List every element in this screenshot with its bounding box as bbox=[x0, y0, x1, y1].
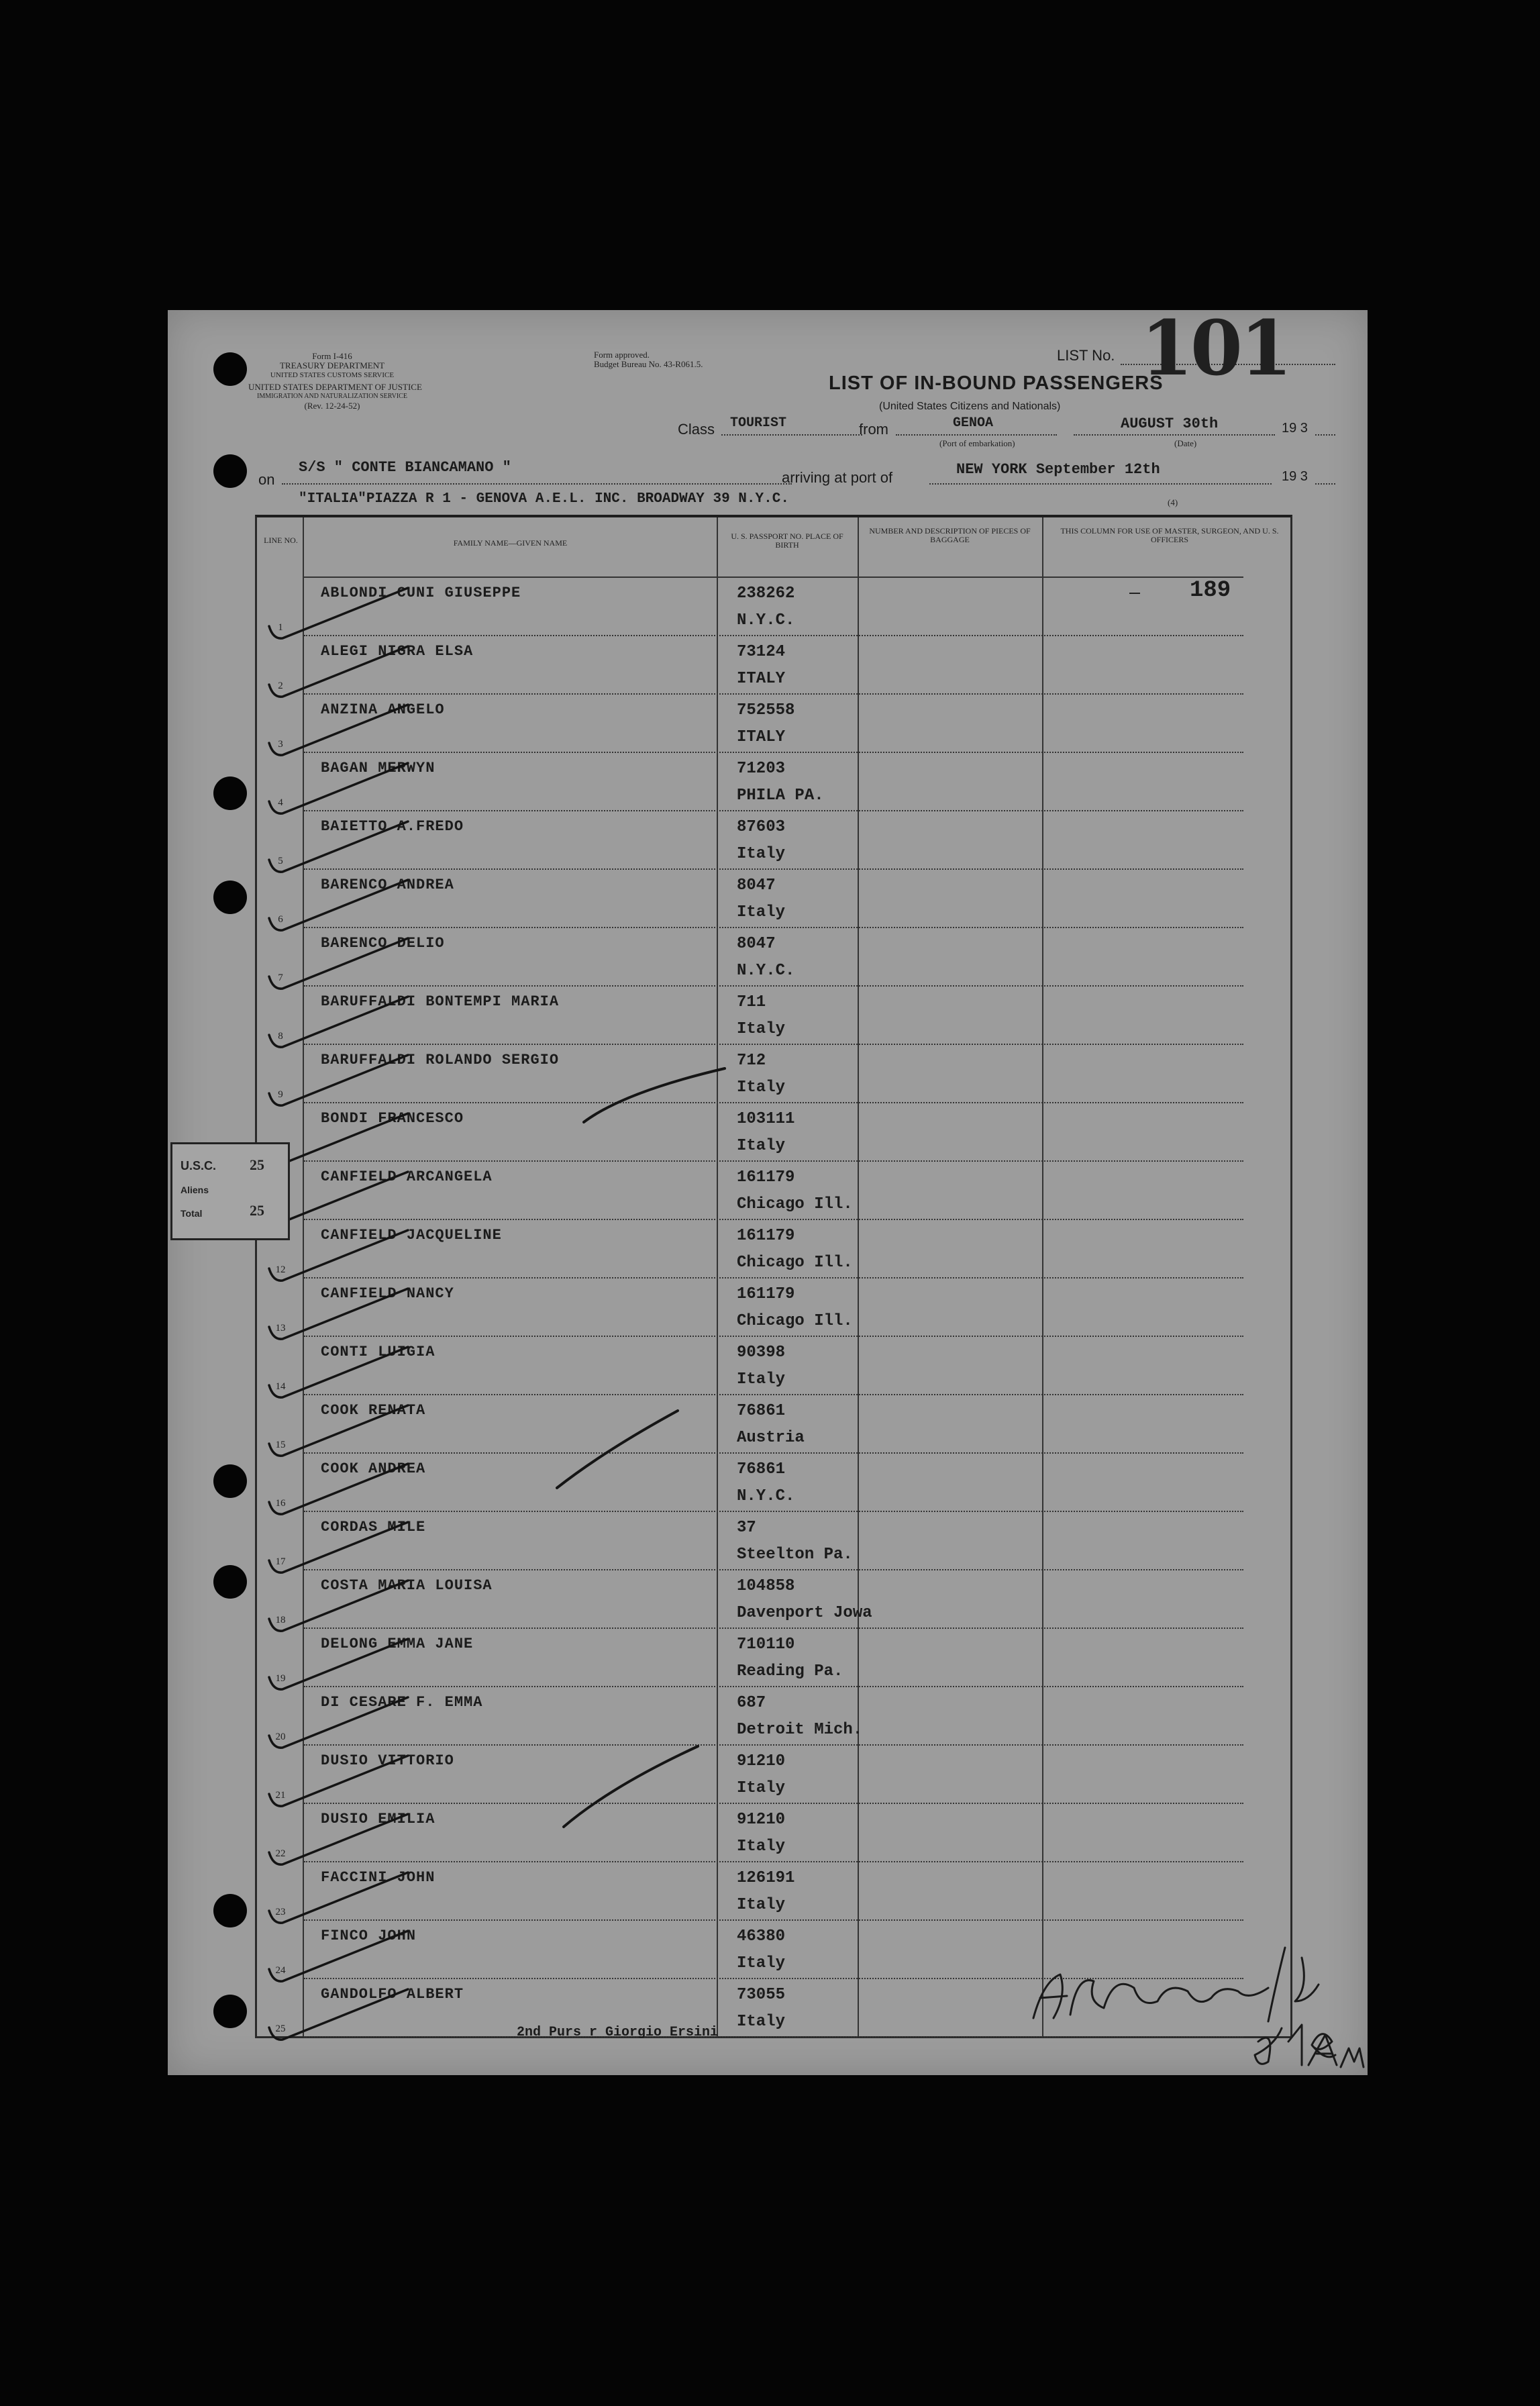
row-passport-number: 712 bbox=[737, 1052, 766, 1070]
owner-note: (4) bbox=[1168, 497, 1178, 507]
table-row bbox=[257, 1687, 1290, 1746]
row-line-number: 1 bbox=[278, 622, 283, 633]
row-place-of-birth: Italy bbox=[737, 2013, 786, 2031]
row-line-number: 17 bbox=[275, 1556, 286, 1567]
dept-justice: UNITED STATES DEPARTMENT OF JUSTICE bbox=[248, 382, 422, 392]
row-place-of-birth: PHILA PA. bbox=[737, 787, 824, 805]
row-passenger-name: FACCINI JOHN bbox=[321, 1869, 435, 1886]
row-passenger-name: CANFIELD JACQUELINE bbox=[321, 1227, 502, 1244]
punch-hole bbox=[213, 454, 247, 488]
row-passenger-name: COOK ANDREA bbox=[321, 1460, 426, 1477]
port-caption: (Port of embarkation) bbox=[939, 438, 1015, 448]
list-no-stamp: 101 bbox=[1141, 305, 1290, 393]
row-passport-number: 126191 bbox=[737, 1869, 795, 1887]
row-place-of-birth: Italy bbox=[737, 1370, 786, 1389]
row-line-number: 18 bbox=[275, 1615, 286, 1625]
from-value: GENOA bbox=[953, 415, 994, 431]
row-passenger-name: BARUFFALDI ROLANDO SERGIO bbox=[321, 1052, 560, 1068]
row-place-of-birth: Steelton Pa. bbox=[737, 1546, 853, 1564]
row-place-of-birth: Italy bbox=[737, 1838, 786, 1856]
row-place-of-birth: Austria bbox=[737, 1429, 805, 1447]
row-line-number: 13 bbox=[275, 1323, 286, 1334]
count-stamp bbox=[170, 1142, 290, 1240]
row-place-of-birth: Davenport Jowa bbox=[737, 1604, 872, 1622]
row-passport-number: 8047 bbox=[737, 876, 776, 895]
punch-hole bbox=[213, 1894, 247, 1927]
row-line-number: 22 bbox=[275, 1848, 286, 1859]
row-line-number: 5 bbox=[278, 856, 283, 866]
page-title: LIST OF IN-BOUND PASSENGERS bbox=[829, 372, 1164, 394]
col-header-officers: THIS COLUMN FOR USE OF MASTER, SURGEON, AND U. S. OFFICERS bbox=[1060, 526, 1279, 544]
row-passport-number: 104858 bbox=[737, 1577, 795, 1595]
ins-service: IMMIGRATION AND NATURALIZATION SERVICE bbox=[257, 393, 407, 400]
table-row bbox=[257, 987, 1290, 1045]
punch-hole bbox=[213, 352, 247, 386]
row-place-of-birth: Italy bbox=[737, 1954, 786, 1972]
customs-service: UNITED STATES CUSTOMS SERVICE bbox=[270, 371, 395, 379]
row-line-number: 24 bbox=[275, 1965, 286, 1976]
class-label: Class bbox=[678, 421, 715, 438]
footer-purser: 2nd Purs r Giorgio Ersini bbox=[517, 2025, 719, 2040]
table-row bbox=[257, 1395, 1290, 1454]
row-passenger-name: CORDAS MILE bbox=[321, 1519, 426, 1536]
row-passport-number: 37 bbox=[737, 1519, 756, 1537]
row-passenger-name: CANFIELD NANCY bbox=[321, 1285, 454, 1302]
arrival-port: NEW YORK September 12th bbox=[956, 461, 1160, 478]
punch-hole bbox=[213, 1464, 247, 1498]
col-header-line-no: LINE NO. bbox=[264, 536, 298, 545]
row-line-number: 9 bbox=[278, 1089, 283, 1100]
form-approved: Form approved. Budget Bureau No. 43-R061.5. bbox=[594, 350, 703, 369]
row-place-of-birth: Chicago Ill. bbox=[737, 1254, 853, 1272]
row-passenger-name: BAIETTO A.FREDO bbox=[321, 818, 464, 835]
form-number: Form I-416 bbox=[312, 351, 352, 361]
stamp-aliens-label: Aliens bbox=[181, 1185, 209, 1195]
row-place-of-birth: N.Y.C. bbox=[737, 962, 795, 980]
table-row bbox=[257, 1162, 1290, 1220]
row-passenger-name: DUSIO EMILIA bbox=[321, 1811, 435, 1827]
punch-hole bbox=[213, 776, 247, 810]
punch-hole bbox=[213, 1565, 247, 1599]
table-row bbox=[257, 1045, 1290, 1103]
row-passport-number: 73124 bbox=[737, 643, 786, 661]
arriving-label: arriving at port of bbox=[782, 469, 893, 486]
row-passport-number: 91210 bbox=[737, 1811, 786, 1829]
col-header-baggage: NUMBER AND DESCRIPTION OF PIECES OF BAGGAGE bbox=[869, 526, 1031, 544]
table-row bbox=[257, 695, 1290, 753]
row-passenger-name: BONDI FRANCESCO bbox=[321, 1110, 464, 1127]
row-passenger-name: CONTI LUIGIA bbox=[321, 1344, 435, 1360]
row-line-number: 23 bbox=[275, 1907, 286, 1917]
form-block-left bbox=[248, 351, 422, 411]
row-line-number: 12 bbox=[275, 1264, 286, 1275]
table-row bbox=[257, 1337, 1290, 1395]
list-no-label: LIST No. bbox=[1057, 347, 1115, 364]
on-label: on bbox=[258, 471, 275, 488]
row-passport-number: 76861 bbox=[737, 1402, 786, 1420]
row-divider bbox=[304, 2036, 1243, 2038]
row-place-of-birth: ITALY bbox=[737, 670, 786, 688]
row-passenger-name: DELONG EMMA JANE bbox=[321, 1636, 474, 1652]
table-row bbox=[257, 1629, 1290, 1687]
row-passenger-name: DI CESARE F. EMMA bbox=[321, 1694, 483, 1711]
row-place-of-birth: Detroit Mich. bbox=[737, 1721, 863, 1739]
table-row bbox=[257, 1512, 1290, 1570]
punch-hole bbox=[213, 1995, 247, 2028]
col-header-name: FAMILY NAME—GIVEN NAME bbox=[453, 538, 568, 548]
row-passport-number: 711 bbox=[737, 993, 766, 1011]
row-line-number: 3 bbox=[278, 739, 283, 750]
row-place-of-birth: Chicago Ill. bbox=[737, 1312, 853, 1330]
revision-date: (Rev. 12-24-52) bbox=[304, 401, 360, 411]
table-row bbox=[257, 1804, 1290, 1862]
row-passport-number: 161179 bbox=[737, 1227, 795, 1245]
stamp-total-label: Total bbox=[181, 1208, 203, 1219]
row-passport-number: 46380 bbox=[737, 1927, 786, 1946]
row-line-number: 16 bbox=[275, 1498, 286, 1509]
row-passport-number: 71203 bbox=[737, 760, 786, 778]
row-line-number: 15 bbox=[275, 1440, 286, 1450]
row-line-number: 20 bbox=[275, 1732, 286, 1742]
row-place-of-birth: Italy bbox=[737, 1779, 786, 1797]
page-subtitle: (United States Citizens and Nationals) bbox=[879, 401, 1061, 412]
row-passport-number: 73055 bbox=[737, 1986, 786, 2004]
row-passenger-name: FINCO JOHN bbox=[321, 1927, 417, 1944]
row-place-of-birth: N.Y.C. bbox=[737, 611, 795, 630]
table-row bbox=[257, 1570, 1290, 1629]
row-passenger-name: BARUFFALDI BONTEMPI MARIA bbox=[321, 993, 560, 1010]
row-passport-number: 76861 bbox=[737, 1460, 786, 1478]
row-line-number: 4 bbox=[278, 797, 283, 808]
row-passport-number: 161179 bbox=[737, 1168, 795, 1187]
row-passport-number: 752558 bbox=[737, 701, 795, 719]
row-passenger-name: GANDOLFO ALBERT bbox=[321, 1986, 464, 2003]
vessel-name: S/S " CONTE BIANCAMANO " bbox=[299, 459, 511, 476]
class-value: TOURIST bbox=[730, 415, 787, 431]
officer-note: 189 bbox=[1190, 578, 1231, 603]
row-passport-number: 8047 bbox=[737, 935, 776, 953]
row-place-of-birth: Chicago Ill. bbox=[737, 1195, 853, 1213]
date-year: 19 3 bbox=[1282, 421, 1308, 436]
row-line-number: 14 bbox=[275, 1381, 286, 1392]
date-caption: (Date) bbox=[1174, 438, 1197, 448]
table-row bbox=[257, 1862, 1290, 1921]
row-passenger-name: COOK RENATA bbox=[321, 1402, 426, 1419]
owner-line: "ITALIA"PIAZZA R 1 - GENOVA A.E.L. INC. BROADWAY 39 N.Y.C. bbox=[299, 491, 789, 507]
table-row bbox=[257, 578, 1290, 636]
row-line-number: 8 bbox=[278, 1031, 283, 1042]
table-row bbox=[257, 753, 1290, 811]
row-line-number: 7 bbox=[278, 972, 283, 983]
arrival-year: 19 3 bbox=[1282, 469, 1308, 484]
row-passport-number: 87603 bbox=[737, 818, 786, 836]
row-place-of-birth: Italy bbox=[737, 903, 786, 921]
row-passport-number: 238262 bbox=[737, 585, 795, 603]
row-line-number: 6 bbox=[278, 914, 283, 925]
row-place-of-birth: Reading Pa. bbox=[737, 1662, 843, 1681]
row-place-of-birth: Italy bbox=[737, 1020, 786, 1038]
from-label: from bbox=[859, 421, 888, 438]
table-row bbox=[257, 1921, 1290, 1979]
row-passenger-name: ANZINA ANGELO bbox=[321, 701, 445, 718]
manifest-sheet bbox=[168, 305, 1368, 2075]
row-passport-number: 91210 bbox=[737, 1752, 786, 1770]
table-row bbox=[257, 811, 1290, 870]
table-row bbox=[257, 1979, 1290, 2038]
dept-treasury: TREASURY DEPARTMENT bbox=[279, 360, 385, 370]
row-passenger-name: DUSIO VITTORIO bbox=[321, 1752, 454, 1769]
row-passport-number: 161179 bbox=[737, 1285, 795, 1303]
table-row bbox=[257, 1279, 1290, 1337]
col-header-passport: U. S. PASSPORT NO. PLACE OF BIRTH bbox=[731, 532, 843, 550]
row-passenger-name: ABLONDI CUNI GIUSEPPE bbox=[321, 585, 521, 601]
row-passenger-name: COSTA MARIA LOUISA bbox=[321, 1577, 493, 1594]
table-row bbox=[257, 1746, 1290, 1804]
stamp-usc-value: 25 bbox=[250, 1156, 264, 1173]
row-line-number: 2 bbox=[278, 681, 283, 691]
row-place-of-birth: Italy bbox=[737, 1079, 786, 1097]
punch-hole bbox=[213, 881, 247, 914]
row-passport-number: 103111 bbox=[737, 1110, 795, 1128]
row-place-of-birth: Italy bbox=[737, 1896, 786, 1914]
row-place-of-birth: Italy bbox=[737, 845, 786, 863]
row-passport-number: 90398 bbox=[737, 1344, 786, 1362]
date-value: AUGUST 30th bbox=[1121, 415, 1219, 432]
table-row bbox=[257, 928, 1290, 987]
row-line-number: 21 bbox=[275, 1790, 286, 1801]
row-line-number: 19 bbox=[275, 1673, 286, 1684]
row-passport-number: 687 bbox=[737, 1694, 766, 1712]
stamp-usc-label: U.S.C. bbox=[181, 1159, 217, 1172]
table-row bbox=[257, 1103, 1290, 1162]
row-place-of-birth: Italy bbox=[737, 1137, 786, 1155]
passenger-table bbox=[255, 515, 1292, 2038]
table-row bbox=[257, 1454, 1290, 1512]
table-row bbox=[257, 870, 1290, 928]
table-row bbox=[257, 1220, 1290, 1279]
row-place-of-birth: ITALY bbox=[737, 728, 786, 746]
row-place-of-birth: N.Y.C. bbox=[737, 1487, 795, 1505]
row-passport-number: 710110 bbox=[737, 1636, 795, 1654]
row-passenger-name: ALEGI NIGRA ELSA bbox=[321, 643, 474, 660]
stamp-total-value: 25 bbox=[250, 1202, 264, 1219]
table-row bbox=[257, 636, 1290, 695]
row-passenger-name: BAGAN MERWYN bbox=[321, 760, 435, 776]
row-passenger-name: BARENCO ANDREA bbox=[321, 876, 454, 893]
row-line-number: 25 bbox=[275, 2023, 286, 2034]
row-passenger-name: CANFIELD ARCANGELA bbox=[321, 1168, 493, 1185]
row-passenger-name: BARENCO DELIO bbox=[321, 935, 445, 952]
